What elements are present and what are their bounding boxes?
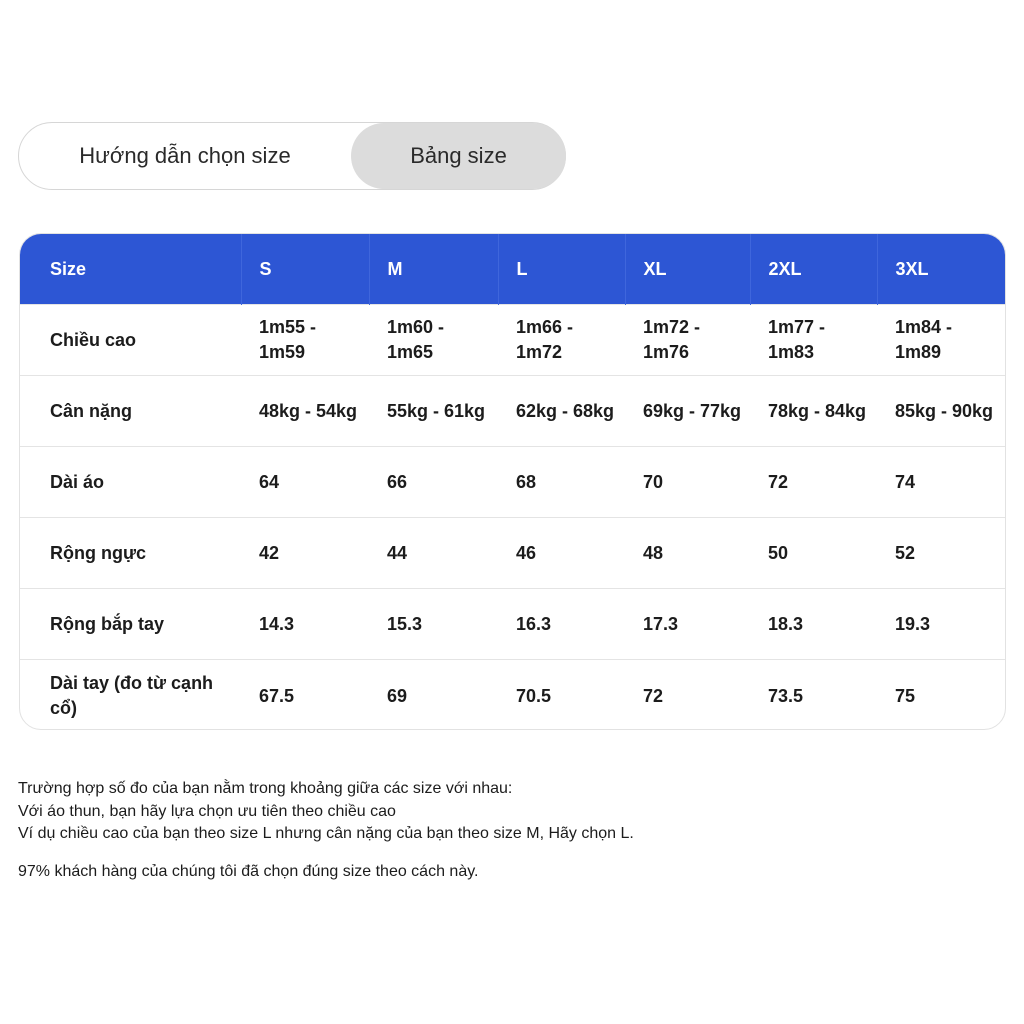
table-cell: 48kg - 54kg (241, 376, 369, 447)
header-cell: Size (20, 234, 241, 305)
table-row (20, 376, 1006, 447)
table-cell: 74 (877, 447, 1006, 518)
row-label: Dài áo (20, 447, 241, 518)
size-table (20, 234, 1006, 730)
table-cell: 46 (498, 518, 625, 589)
table-cell: 18.3 (750, 589, 877, 660)
header-cell: L (498, 234, 625, 305)
table-cell: 42 (241, 518, 369, 589)
table-cell: 73.5 (750, 660, 877, 731)
note-line: Trường hợp số đo của bạn nằm trong khoảng giữa các size với nhau: (18, 780, 513, 797)
table-cell: 16.3 (498, 589, 625, 660)
table-cell: 67.5 (241, 660, 369, 731)
table-header-row (20, 234, 1006, 305)
header-cell: S (241, 234, 369, 305)
table-cell: 69 (369, 660, 498, 731)
size-tabs (18, 122, 566, 190)
table-cell: 55kg - 61kg (369, 376, 498, 447)
row-label: Dài tay (đo từ cạnh cổ) (20, 660, 241, 731)
table-cell: 72 (750, 447, 877, 518)
note-summary: 97% khách hàng của chúng tôi đã chọn đúng size theo cách này. (18, 862, 479, 880)
row-label: Chiều cao (20, 305, 241, 376)
table-row (20, 589, 1006, 660)
table-cell: 70.5 (498, 660, 625, 731)
table-cell: 64 (241, 447, 369, 518)
table-cell: 15.3 (369, 589, 498, 660)
row-label: Rộng bắp tay (20, 589, 241, 660)
header-cell: 2XL (750, 234, 877, 305)
row-label: Cân nặng (20, 376, 241, 447)
table-cell: 1m66 - 1m72 (498, 305, 625, 376)
table-cell: 52 (877, 518, 1006, 589)
table-cell: 68 (498, 447, 625, 518)
table-row (20, 518, 1006, 589)
tab-size-table[interactable]: Bảng size (351, 123, 566, 189)
table-cell: 75 (877, 660, 1006, 731)
table-cell: 70 (625, 447, 750, 518)
table-cell: 85kg - 90kg (877, 376, 1006, 447)
table-cell: 1m55 - 1m59 (241, 305, 369, 376)
table-row (20, 447, 1006, 518)
header-cell: 3XL (895, 258, 929, 279)
table-cell: 1m60 - 1m65 (369, 305, 498, 376)
note-line: Ví dụ chiều cao của bạn theo size L nhưng cân nặng của bạn theo size M, Hãy chọn L. (18, 825, 634, 842)
table-cell: 78kg - 84kg (750, 376, 877, 447)
table-cell: 1m72 - 1m76 (625, 305, 750, 376)
table-cell: 44 (369, 518, 498, 589)
row-label: Rộng ngực (20, 518, 241, 589)
table-row (20, 660, 1006, 731)
tab-size-guide[interactable]: Hướng dẫn chọn size (79, 143, 291, 168)
table-cell: 14.3 (241, 589, 369, 660)
header-cell: M (369, 234, 498, 305)
table-cell: 69kg - 77kg (625, 376, 750, 447)
size-table-container (19, 233, 1006, 730)
table-cell: 48 (625, 518, 750, 589)
table-cell: 62kg - 68kg (498, 376, 625, 447)
table-cell: 72 (625, 660, 750, 731)
size-notes (18, 778, 918, 883)
table-row (20, 305, 1006, 376)
table-cell: 17.3 (625, 589, 750, 660)
table-cell: 1m84 - 1m89 (877, 305, 1006, 376)
table-cell: 50 (750, 518, 877, 589)
note-line: Với áo thun, bạn hãy lựa chọn ưu tiên theo chiều cao (18, 802, 396, 820)
table-cell: 19.3 (877, 589, 1006, 660)
table-cell: 66 (369, 447, 498, 518)
table-cell: 1m77 - 1m83 (750, 305, 877, 376)
header-cell: XL (625, 234, 750, 305)
